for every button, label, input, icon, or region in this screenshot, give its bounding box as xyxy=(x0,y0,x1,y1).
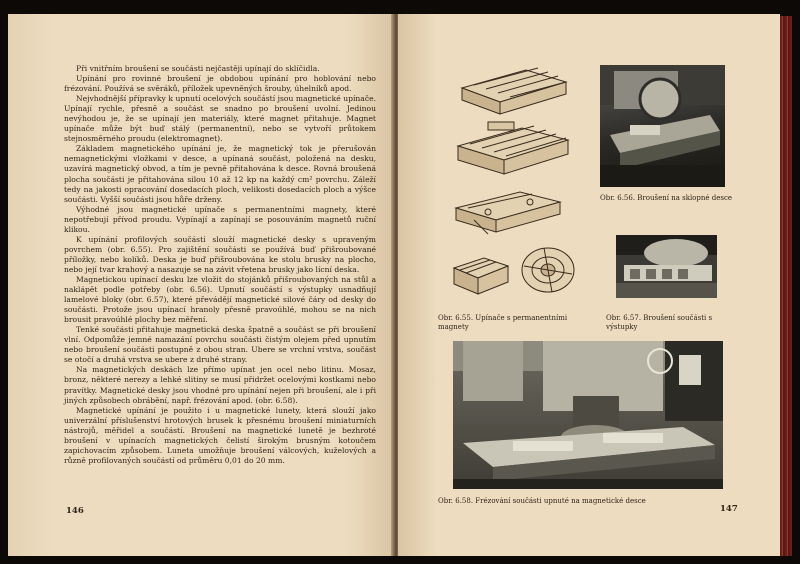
page-number-left: 146 xyxy=(66,506,84,516)
left-page-text xyxy=(64,64,376,466)
photo-grinding-tilting-plate xyxy=(600,65,725,187)
book-page-edges xyxy=(780,16,792,556)
paragraph: Magnetickou upínací desku lze vložit do stojánků přišroubovaných na stůl a naklápět podle potřeby (obr. 6.56). Upnutí součástí s výstupky usnadňují lamelové bloky (obr. 6.57), které převádějí magnetické silové čáry od desky do součásti. Protože jsou upínací hranoly přesně pravoúhlé, mohou se na nich brousit pravoúhlé plochy bez měření. xyxy=(64,274,376,325)
paragraph: Upínání pro rovinné broušení je obdobou upínání pro hoblování nebo frézování. Používá se svěráků, příložek upevněných šrouby, úhelníků apod. xyxy=(64,74,376,94)
page-number-right: 147 xyxy=(720,504,738,514)
caption-fig-6-55: Obr. 6.55. Upínače s permanentními magnety xyxy=(438,314,568,331)
left-page xyxy=(8,14,394,556)
photo-milling-magnetic-plate xyxy=(453,341,723,489)
right-page xyxy=(398,14,780,556)
caption-fig-6-57: Obr. 6.57. Broušení součásti s výstupky xyxy=(606,314,713,331)
paragraph: Nejvhodnější přípravky k upnutí ocelových součástí jsou magnetické upínače. Upínají rychle, přesně a součást se snadno po broušení uvolní. Jedinou nevýhodou je, že se upínají jen materiály, které magnet přitahuje. Magnet upínače může být buď stálý (permanentní), nebo se vytvoří průtokem stejnosměrného proudu (elektromagnet). xyxy=(64,94,376,144)
paragraph: Výhodné jsou magnetické upínače s permanentními magnety, které nepotřebují přívod proudu. Vypínají a zapínají se posouváním magnetů ruční klikou. xyxy=(64,204,376,234)
paragraph: K upínání profilových součástí slouží magnetické desky s upraveným povrchem (obr. 6.55). Pro zajištění součásti se používá buď přišroubované příložky, nebo kolíků. Deska je buď přišroubována ke stolu brusky na plocho, nebo její tvar krahový a nasazuje se na závit vřetena brusky jako lícní deska. xyxy=(64,234,376,274)
photo-grinding-stepped-part xyxy=(616,235,717,298)
paragraph: Tenké součásti přitahuje magnetická deska špatně a součást se při broušení vlní. Odpomůže jemné namazání povrchu součásti čistým olejem před upnutím nebo broušení součásti postupně z obou stran. Uberе se vrchní vrstva, součást se otočí a druhá vrstva se ubere z druhé strany. xyxy=(64,325,376,365)
figure-magnetic-chucks-drawing xyxy=(448,62,586,302)
caption-fig-6-56: Obr. 6.56. Broušení na sklopné desce xyxy=(600,194,733,202)
paragraph: Při vnitřním broušení se součásti nejčastěji upínají do sklíčidla. xyxy=(76,64,320,73)
paragraph: Na magnetických deskách lze přímo upínat jen ocel nebo litinu. Mosaz, bronz, některé nerezy a lehké slitiny se musí přidržet ocelovými kostkami nebo pravítky. Magnetické desky jsou vhodné pro upínání nejen při broušení, ale i při jiných způsobech obrábění, např. frézování apod. (obr. 6.58). xyxy=(64,365,376,405)
paragraph: Základem magnetického upínání je, že magnetický tok je přerušován nemagnetickými vložkami v desce, a upínaná součást, položená na desku, uzavírá magnetický obvod, a tím je pevně přitahována k desce. Rovná broušená plocha součásti je přitahována silou 10 až 12 kp na každý cm² povrchu. Záleží tedy na jakosti opracování dosedacích ploch, velikosti dosedacích ploch a výšce součásti. Vyšší součásti jsou hůře drženy. xyxy=(64,144,376,204)
caption-fig-6-58: Obr. 6.58. Frézování součásti upnuté na magnetické desce xyxy=(438,497,646,505)
paragraph: Magnetické upínání je použito i u magnetické lunety, která slouží jako univerzální příslušenství hrotových brusek k přesnému broušení miniaturních nástrojů, měřidel a součástí. Broušení na magnetické lunetě je bezhroté broušení v upínacích magnetických čelistí širokým brusným kotoučem zapichovacím způsobem. Luneta umožňuje broušení válcových, kuželových a různě profilovaných součástí od průměru 0,01 do 20 mm. xyxy=(64,405,376,465)
book-spread xyxy=(8,14,790,556)
